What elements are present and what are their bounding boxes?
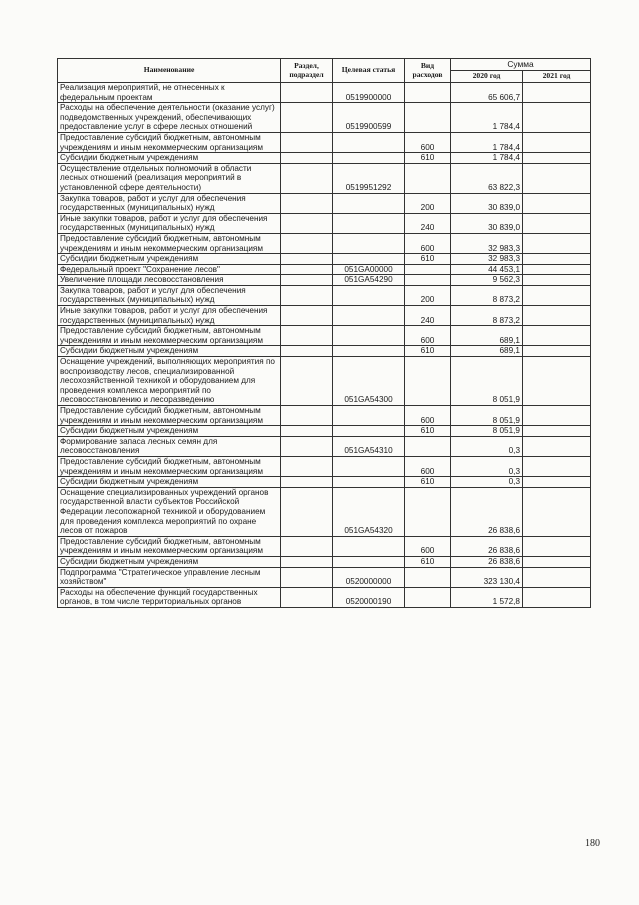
row-amount-2020-cell: 65 606,7 [451,83,523,103]
row-amount-2021-cell [523,153,591,164]
row-name-cell: Оснащение специализированных учреждений органов государственной власти субъектов Российской Федерации лесопожарной техникой и оборудованием для проведения комплекса мероприятий по охране лесов от пожаров [58,487,281,536]
row-kind-cell: 240 [405,306,451,326]
table-row [58,556,591,567]
row-target-cell: 0519900599 [333,103,405,133]
table-row [58,193,591,213]
row-target-cell: 0519900000 [333,83,405,103]
row-section-cell [281,233,333,253]
row-amount-2020-cell: 0,3 [451,477,523,488]
row-amount-2021-cell [523,487,591,536]
row-amount-2021-cell [523,264,591,275]
row-kind-cell [405,357,451,406]
header-name: Наименование [58,59,281,83]
table-row [58,213,591,233]
row-amount-2020-cell: 8 873,2 [451,306,523,326]
row-kind-cell [405,264,451,275]
row-amount-2021-cell [523,233,591,253]
row-amount-2021-cell [523,556,591,567]
row-kind-cell: 600 [405,456,451,476]
row-kind-cell [405,567,451,587]
row-amount-2021-cell [523,275,591,286]
row-amount-2021-cell [523,254,591,265]
table-row [58,436,591,456]
row-target-cell [333,254,405,265]
row-kind-cell [405,275,451,286]
row-amount-2020-cell: 8 051,9 [451,426,523,437]
row-section-cell [281,326,333,346]
row-name-cell: Закупка товаров, работ и услуг для обеспечения государственных (муниципальных) нужд [58,193,281,213]
table-row [58,132,591,152]
row-section-cell [281,254,333,265]
row-target-cell [333,426,405,437]
row-amount-2021-cell [523,346,591,357]
row-name-cell: Подпрограмма "Стратегическое управление лесным хозяйством" [58,567,281,587]
row-amount-2021-cell [523,477,591,488]
row-amount-2021-cell [523,285,591,305]
row-amount-2020-cell: 32 983,3 [451,254,523,265]
row-name-cell: Субсидии бюджетным учреждениям [58,254,281,265]
row-name-cell: Федеральный проект "Сохранение лесов" [58,264,281,275]
row-kind-cell: 610 [405,153,451,164]
table-body [58,83,591,608]
row-target-cell: 051GA54310 [333,436,405,456]
row-target-cell [333,306,405,326]
row-amount-2020-cell: 0,3 [451,436,523,456]
row-amount-2021-cell [523,406,591,426]
row-name-cell: Предоставление субсидий бюджетным, автономным учреждениям и иным некоммерческим организациям [58,132,281,152]
row-kind-cell: 600 [405,326,451,346]
table-row [58,426,591,437]
table-row [58,477,591,488]
table-row [58,233,591,253]
row-name-cell: Субсидии бюджетным учреждениям [58,477,281,488]
row-name-cell: Формирование запаса лесных семян для лесовосстановления [58,436,281,456]
row-amount-2021-cell [523,456,591,476]
row-target-cell [333,132,405,152]
row-kind-cell [405,587,451,607]
row-name-cell: Увеличение площади лесовосстановления [58,275,281,286]
row-kind-cell: 600 [405,132,451,152]
header-kind: Вид расходов [405,59,451,83]
row-section-cell [281,556,333,567]
page-number: 180 [585,838,600,849]
row-section-cell [281,426,333,437]
row-name-cell: Расходы на обеспечение деятельности (оказание услуг) подведомственных учреждений, обеспечивающих предоставление услуг в сфере лесных отношений [58,103,281,133]
row-name-cell: Предоставление субсидий бюджетным, автономным учреждениям и иным некоммерческим организациям [58,233,281,253]
row-amount-2020-cell: 689,1 [451,326,523,346]
row-name-cell: Предоставление субсидий бюджетным, автономным учреждениям и иным некоммерческим организациям [58,536,281,556]
row-target-cell: 0520000190 [333,587,405,607]
row-section-cell [281,264,333,275]
row-name-cell: Осуществление отдельных полномочий в области лесных отношений (реализация мероприятий в установленной сфере деятельности) [58,163,281,193]
row-amount-2020-cell: 26 838,6 [451,536,523,556]
row-amount-2020-cell: 44 453,1 [451,264,523,275]
table-row [58,357,591,406]
row-target-cell [333,153,405,164]
row-section-cell [281,477,333,488]
row-target-cell: 051GA54300 [333,357,405,406]
row-target-cell [333,285,405,305]
table-row [58,275,591,286]
row-target-cell: 0520000000 [333,567,405,587]
header-section: Раздел, подраздел [281,59,333,83]
row-amount-2021-cell [523,193,591,213]
table-row [58,163,591,193]
row-amount-2021-cell [523,536,591,556]
row-name-cell: Предоставление субсидий бюджетным, автономным учреждениям и иным некоммерческим организациям [58,326,281,346]
row-amount-2021-cell [523,306,591,326]
row-kind-cell [405,103,451,133]
row-amount-2020-cell: 26 838,6 [451,556,523,567]
table-row [58,487,591,536]
table-row [58,587,591,607]
row-amount-2020-cell: 63 822,3 [451,163,523,193]
row-amount-2020-cell: 32 983,3 [451,233,523,253]
row-amount-2020-cell: 1 572,8 [451,587,523,607]
row-amount-2020-cell: 689,1 [451,346,523,357]
row-amount-2020-cell: 30 839,0 [451,193,523,213]
row-section-cell [281,103,333,133]
row-name-cell: Иные закупки товаров, работ и услуг для обеспечения государственных (муниципальных) нужд [58,306,281,326]
row-amount-2021-cell [523,83,591,103]
row-kind-cell: 600 [405,406,451,426]
row-amount-2020-cell: 26 838,6 [451,487,523,536]
table-row [58,153,591,164]
row-target-cell: 051GA54320 [333,487,405,536]
row-section-cell [281,456,333,476]
row-amount-2020-cell: 323 130,4 [451,567,523,587]
row-section-cell [281,487,333,536]
row-amount-2020-cell: 8 051,9 [451,357,523,406]
table-row [58,456,591,476]
table-row [58,406,591,426]
row-amount-2021-cell [523,567,591,587]
row-name-cell: Предоставление субсидий бюджетным, автономным учреждениям и иным некоммерческим организациям [58,456,281,476]
row-amount-2021-cell [523,426,591,437]
row-kind-cell: 610 [405,556,451,567]
row-section-cell [281,536,333,556]
row-kind-cell [405,163,451,193]
row-amount-2021-cell [523,436,591,456]
row-section-cell [281,83,333,103]
row-name-cell: Реализация мероприятий, не отнесенных к федеральным проектам [58,83,281,103]
row-kind-cell [405,436,451,456]
budget-table [57,58,591,608]
row-section-cell [281,406,333,426]
row-name-cell: Предоставление субсидий бюджетным, автономным учреждениям и иным некоммерческим организациям [58,406,281,426]
header-year-2020: 2020 год [451,71,523,83]
row-name-cell: Субсидии бюджетным учреждениям [58,346,281,357]
table-row [58,326,591,346]
row-kind-cell: 200 [405,193,451,213]
row-target-cell: 0519951292 [333,163,405,193]
row-target-cell [333,556,405,567]
row-kind-cell: 610 [405,477,451,488]
row-name-cell: Субсидии бюджетным учреждениям [58,153,281,164]
table-row [58,567,591,587]
row-section-cell [281,163,333,193]
row-amount-2021-cell [523,357,591,406]
table-row [58,103,591,133]
row-target-cell [333,456,405,476]
row-kind-cell [405,83,451,103]
row-kind-cell: 610 [405,426,451,437]
row-name-cell: Закупка товаров, работ и услуг для обеспечения государственных (муниципальных) нужд [58,285,281,305]
row-amount-2021-cell [523,132,591,152]
row-section-cell [281,275,333,286]
row-amount-2020-cell: 8 051,9 [451,406,523,426]
row-amount-2020-cell: 1 784,4 [451,103,523,133]
table-row [58,83,591,103]
row-target-cell [333,536,405,556]
row-name-cell: Иные закупки товаров, работ и услуг для обеспечения государственных (муниципальных) нужд [58,213,281,233]
row-kind-cell: 200 [405,285,451,305]
header-target: Целевая статья [333,59,405,83]
row-target-cell: 051GA54290 [333,275,405,286]
row-target-cell: 051GA00000 [333,264,405,275]
table-row [58,346,591,357]
table-row [58,536,591,556]
row-section-cell [281,306,333,326]
row-amount-2021-cell [523,587,591,607]
row-amount-2020-cell: 1 784,4 [451,153,523,164]
row-name-cell: Расходы на обеспечение функций государственных органов, в том числе территориальных органов [58,587,281,607]
row-kind-cell: 610 [405,254,451,265]
row-section-cell [281,285,333,305]
row-name-cell: Субсидии бюджетным учреждениям [58,556,281,567]
table-row [58,264,591,275]
row-target-cell [333,326,405,346]
row-target-cell [333,406,405,426]
table-row [58,306,591,326]
row-amount-2020-cell: 8 873,2 [451,285,523,305]
row-amount-2021-cell [523,213,591,233]
row-target-cell [333,346,405,357]
header-sum: Сумма [451,59,591,71]
row-kind-cell: 240 [405,213,451,233]
row-amount-2021-cell [523,326,591,346]
row-amount-2020-cell: 9 562,3 [451,275,523,286]
row-kind-cell: 600 [405,233,451,253]
row-name-cell: Субсидии бюджетным учреждениям [58,426,281,437]
row-target-cell [333,213,405,233]
row-section-cell [281,153,333,164]
row-section-cell [281,436,333,456]
row-section-cell [281,587,333,607]
row-target-cell [333,193,405,213]
row-kind-cell: 610 [405,346,451,357]
row-kind-cell [405,487,451,536]
row-amount-2020-cell: 30 839,0 [451,213,523,233]
row-target-cell [333,477,405,488]
row-section-cell [281,346,333,357]
row-target-cell [333,233,405,253]
row-amount-2021-cell [523,163,591,193]
row-section-cell [281,193,333,213]
row-section-cell [281,357,333,406]
table-row [58,254,591,265]
row-section-cell [281,132,333,152]
row-section-cell [281,567,333,587]
row-amount-2021-cell [523,103,591,133]
row-name-cell: Оснащение учреждений, выполняющих мероприятия по воспроизводству лесов, специализированной лесохозяйственной техникой и оборудованием для проведения комплекса мероприятий по лесовосстановлению и лесоразведению [58,357,281,406]
row-kind-cell: 600 [405,536,451,556]
header-year-2021: 2021 год [523,71,591,83]
table-row [58,285,591,305]
row-amount-2020-cell: 1 784,4 [451,132,523,152]
row-amount-2020-cell: 0,3 [451,456,523,476]
row-section-cell [281,213,333,233]
